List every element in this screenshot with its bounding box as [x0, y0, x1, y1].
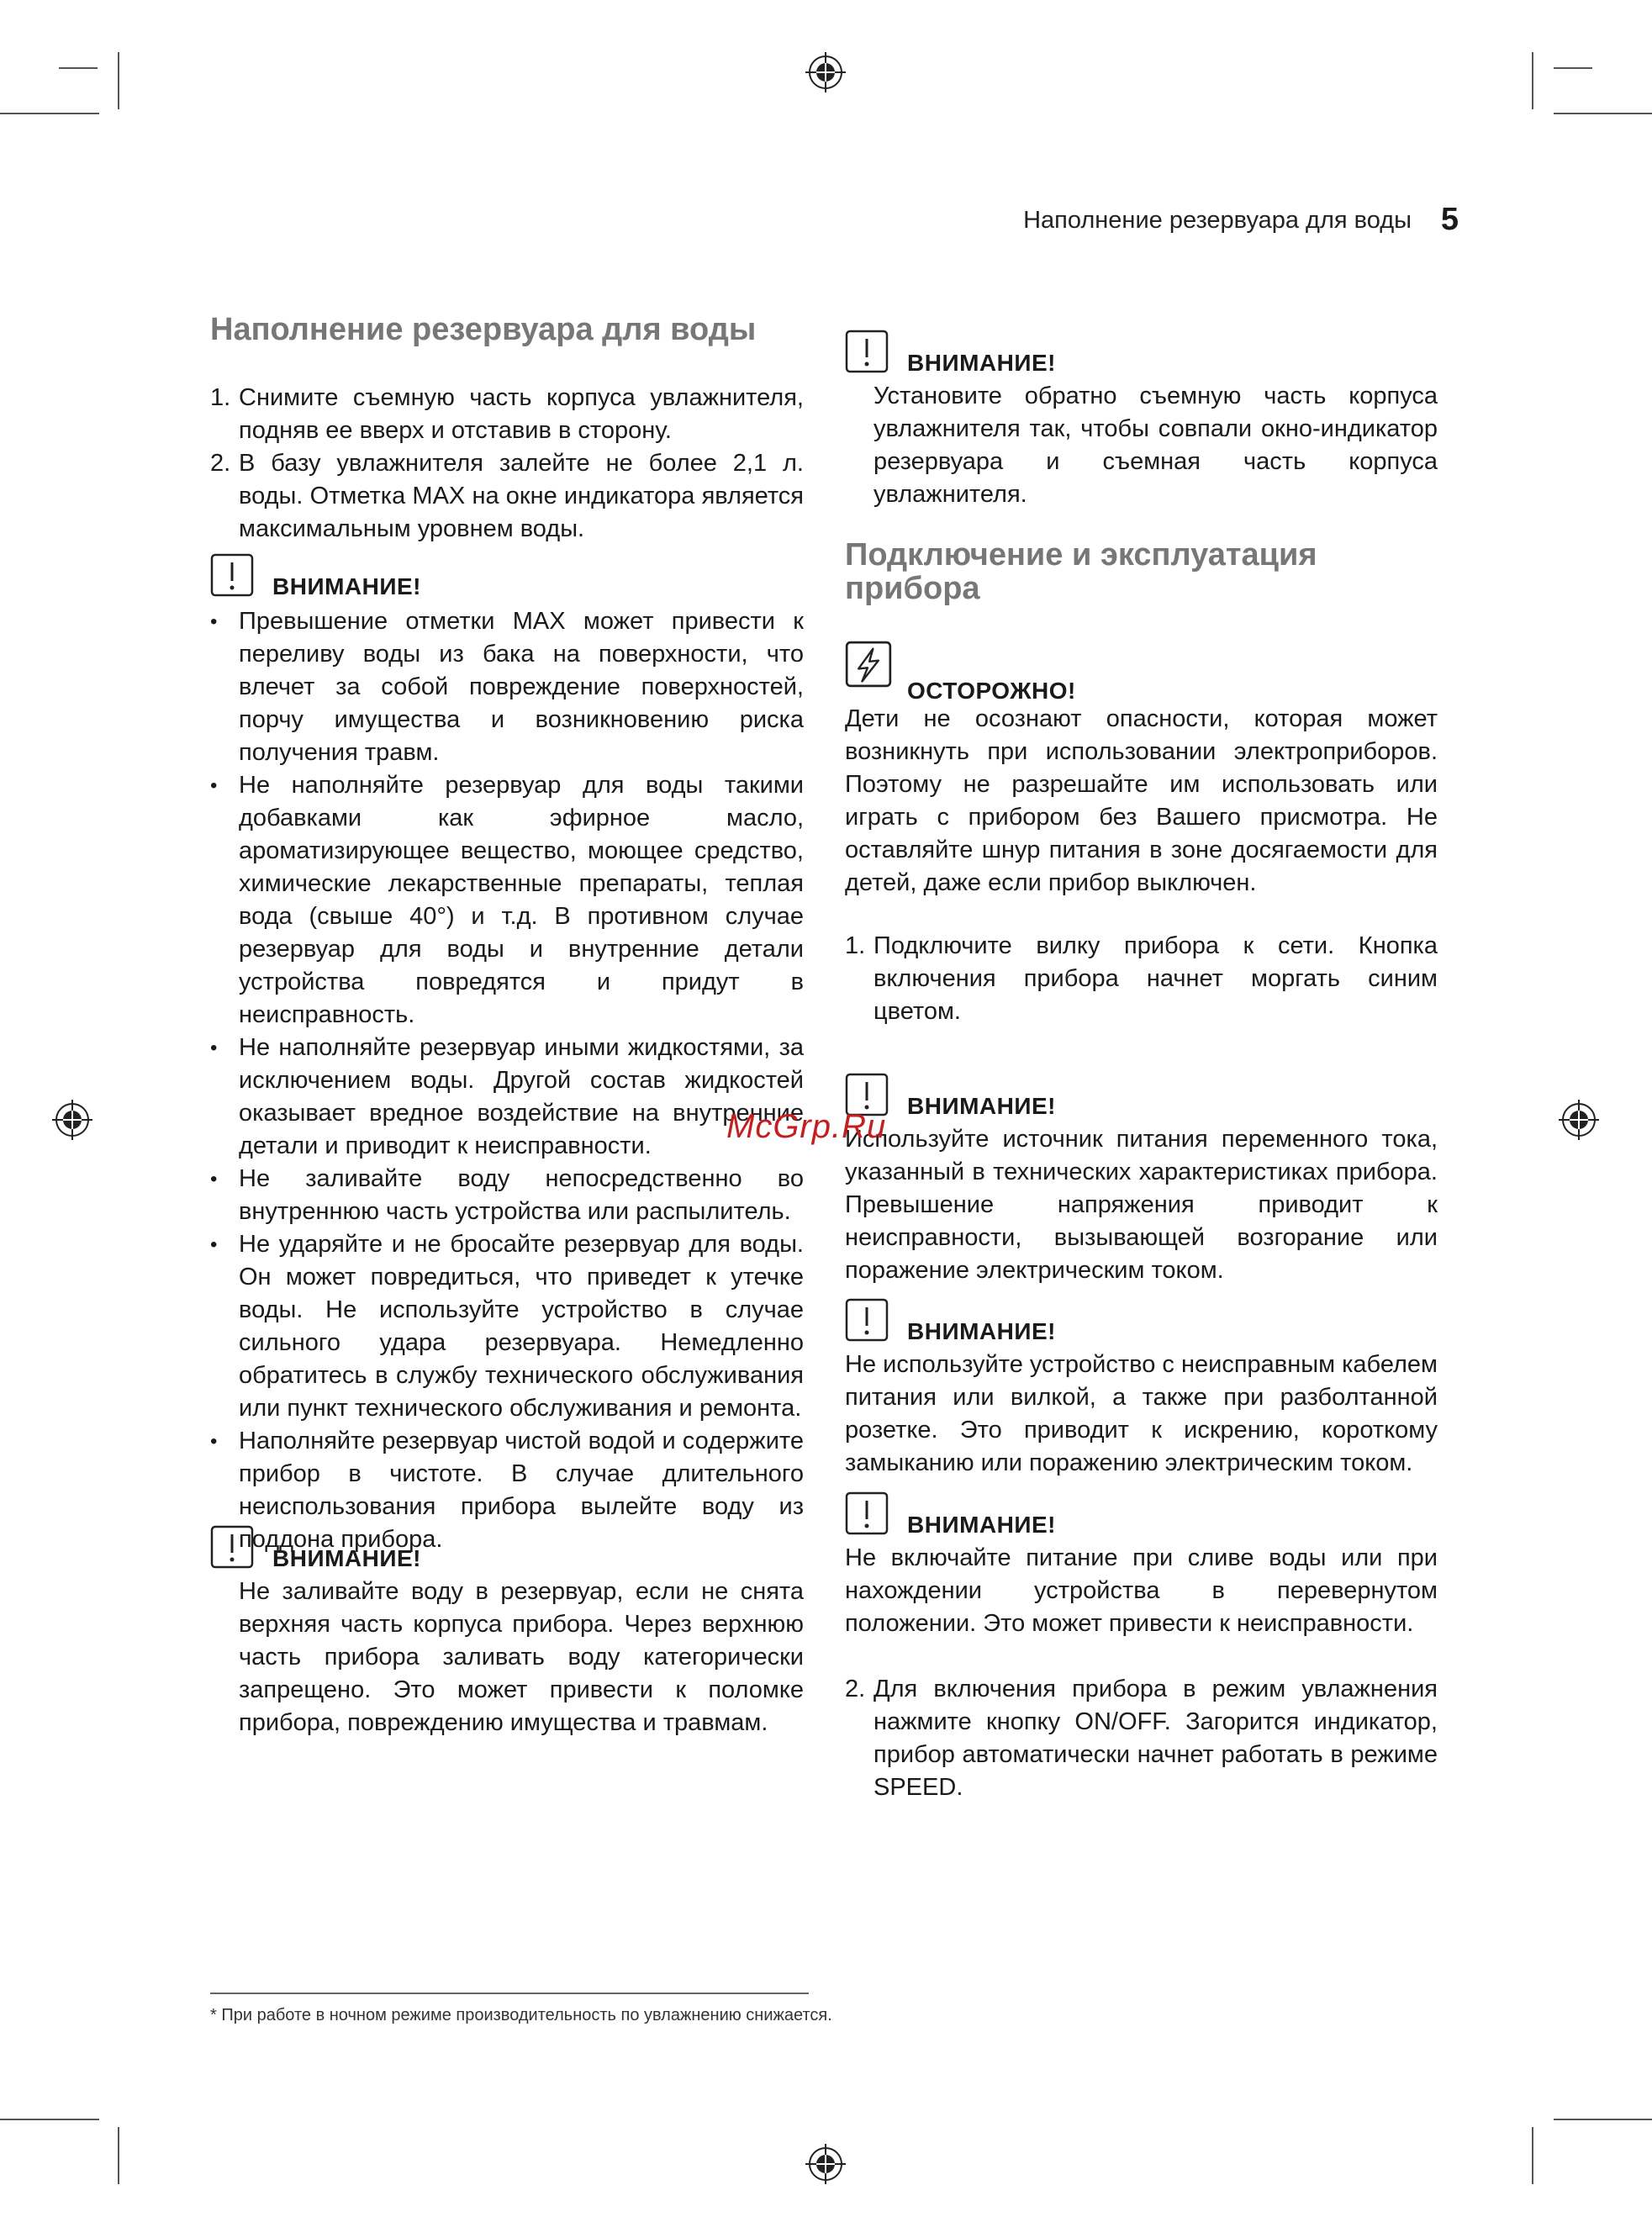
crop-mark [1532, 2127, 1533, 2184]
list-item: 1. Снимите съемную часть корпуса увлажнителя, подняв ее вверх и отставив в сторону. [210, 384, 804, 444]
warning-label: ВНИМАНИЕ! [272, 1545, 421, 1571]
crop-mark [118, 52, 119, 109]
footnote: * При работе в ночном режиме производительность по увлажнению снижается. [210, 2006, 832, 2024]
crop-mark [59, 67, 98, 69]
registration-mark-icon [804, 50, 847, 94]
warning-text: Установите обратно съемную часть корпуса увлажнителя так, чтобы совпали окно-индикатор резервуара и съемная часть корпуса увлажнителя. [874, 383, 1438, 508]
crop-mark [1532, 52, 1533, 109]
list-item: • Превышение отметки MAX может привести к переливу воды из бака на поверхности, что влечет за собой повреждение поверхностей, порчу имущества и возникновению риска получения травм. [210, 608, 804, 766]
list-item: • Не наполняйте резервуар для воды такими добавками как эфирное масло, ароматизирующее вещество, моющее средство, химические лекарственные препараты, теплая вода (свыше 40°) и т.д. В противном случае резервуар для воды и внутренние детали устройства повредятся и придут в неисправность. [210, 772, 804, 1028]
warning-label: ВНИМАНИЕ! [272, 573, 421, 599]
list-item: • Не наполняйте резервуар иными жидкостями, за исключением воды. Другой состав жидкостей оказывает вредное воздействие на внутренние детали и приводит к неисправности. [210, 1034, 804, 1159]
page-number: 5 [1440, 202, 1459, 237]
caution-label: ОСТОРОЖНО! [907, 678, 1076, 704]
exclamation-box-icon [845, 1298, 889, 1342]
warning-label: ВНИМАНИЕ! [907, 350, 1056, 376]
operation-step-2 [845, 1673, 1438, 1804]
warning-text: Не используйте устройство с неисправным кабелем питания или вилкой, а также при разболтанной розетке. Это приводит к искрению, короткому замыканию или поражению электрическим током. [845, 1351, 1438, 1476]
list-item: • Не ударяйте и не бросайте резервуар для воды. Он может повредиться, что приведет к утечке воды. Не используйте устройство в случае сильного удара резервуара. Немедленно обратитесь в службу технического обслуживания или пункт технического обслуживания и ремонта. [210, 1231, 804, 1422]
registration-mark-icon [1557, 1098, 1601, 1142]
warning-label: ВНИМАНИЕ! [907, 1093, 1056, 1119]
crop-mark [0, 113, 99, 114]
footnote-divider [210, 1993, 809, 1994]
registration-mark-icon [804, 2142, 847, 2186]
caution-text: Дети не осознают опасности, которая может возникнуть при использовании электроприборов. Поэтому не разрешайте им использовать или играть с прибором без Вашего присмотра. Не оставляйте шнур питания в зоне досягаемости для детей, даже если прибор выключен. [845, 705, 1438, 896]
filling-steps [210, 382, 804, 546]
warning-label: ВНИМАНИЕ! [907, 1512, 1056, 1538]
warning-text: Не заливайте воду в резервуар, если не снята верхняя часть корпуса прибора. Через верхнюю часть прибора заливать воду категорически запрещено. Это может привести к поломке прибора, повреждению имущества и травмам. [239, 1578, 804, 1736]
warning-text: Не включайте питание при сливе воды или при нахождении устройства в перевернутом положении. Это может привести к неисправности. [845, 1544, 1438, 1637]
crop-mark [1554, 113, 1652, 114]
exclamation-box-icon [210, 1525, 254, 1569]
section-heading-operation: Подключение и эксплуатация прибора [845, 537, 1317, 606]
crop-mark [118, 2127, 119, 2184]
list-item: 2. Для включения прибора в режим увлажнения нажмите кнопку ON/OFF. Загорится индикатор, прибор автоматически начнет работать в режиме SPEED. [845, 1676, 1438, 1801]
list-item: • Не заливайте воду непосредственно во внутреннюю часть устройства или распылитель. [210, 1165, 804, 1225]
exclamation-box-icon [210, 553, 254, 597]
exclamation-box-icon [845, 330, 889, 373]
running-header [992, 202, 1459, 247]
list-item: • Наполняйте резервуар чистой водой и содержите прибор в чистоте. В случае длительного неиспользования прибора вылейте воду из поддона прибора. [210, 1428, 804, 1553]
operation-step-1 [845, 930, 1438, 1028]
crop-mark [1554, 2119, 1652, 2120]
warning-text: Используйте источник питания переменного тока, указанный в технических характеристиках прибора. Превышение напряжения приводит к неисправности, вызывающей возгорание или поражение электрическим током. [845, 1126, 1438, 1284]
crop-mark [0, 2119, 99, 2120]
list-item: 1. Подключите вилку прибора к сети. Кнопка включения прибора начнет моргать синим цветом. [845, 932, 1438, 1025]
lightning-box-icon [845, 641, 892, 688]
crop-mark [1554, 67, 1592, 69]
list-item: 2. В базу увлажнителя залейте не более 2,1 л. воды. Отметка MAX на окне индикатора является максимальным уровнем воды. [210, 450, 804, 542]
warning-bullets [210, 605, 804, 1556]
warning-label: ВНИМАНИЕ! [907, 1318, 1056, 1344]
header-title: Наполнение резервуара для воды [1023, 207, 1412, 234]
registration-mark-icon [50, 1098, 94, 1142]
watermark: McGrp.Ru [726, 1108, 887, 1145]
section-heading-filling: Наполнение резервуара для воды [210, 312, 757, 347]
exclamation-box-icon [845, 1491, 889, 1535]
